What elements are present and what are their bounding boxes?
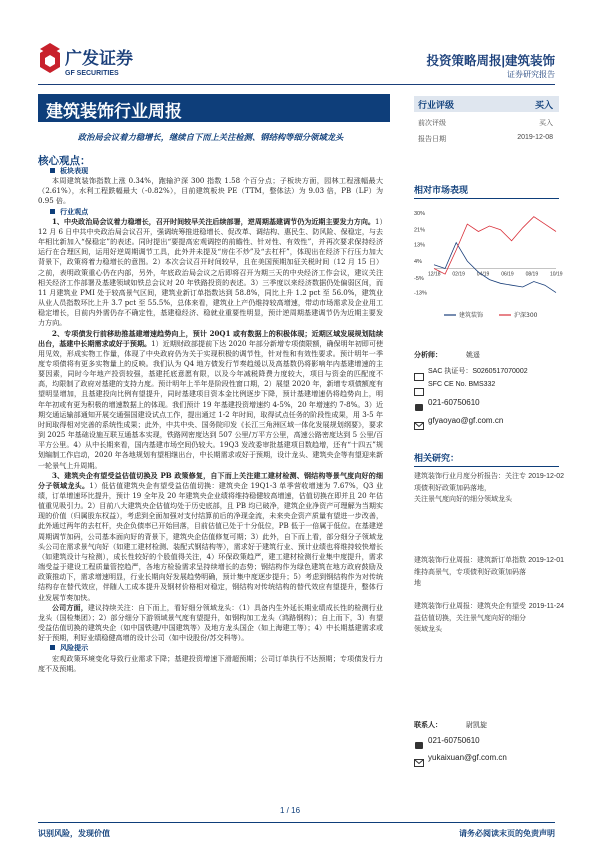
section-heading-text: 行业观点 [60,206,89,216]
series-line-2 [434,217,556,274]
related-item-3[interactable] [414,601,564,636]
paragraph-text: 1）低估值建筑央企有望受益估值切换：建筑央企 19Q1-3 单季营收增速为 7.67%，Q3 业绩，订单增速环比提升，预计 19 全年及 20 年建筑央企业绩将维持稳健较高增速，估值切换在即并且 20 年估值重见吸引力。2）目前八大建筑央企估值均处于历史底部，且 PB 均已破净，建筑企业净资产可理解为当期实现的价值（归属股东权益），考虑到全面加强对支付结算前后的净现金流，未来央企资产质量有望进一步改善，此外通过两年的去杠杆，央企负债率已开始回落，目前估值已处于十分低位，PB 低于一倍属于低位。在基建逆周期调节加码，公司基本面向好的背景下，建筑央企估值修复可期；3）此外，自下而上看，部分细分子领域龙头公司在需求景气向好（如建工建材检测、装配式钢结构等），需求好于建筑行业、预计业绩也将维持较快增长（如建筑设计与检测），成长性较好的个股值得关注，4）环保政策趋严，建工建材检测行业集中度提升，需求端受益于建设工程质量管控趋严，各地方检验需求呈持续增长的态势；钢结构作为绿色建筑在地方政府鼓励及政策推动下，需求增速明显，行业长期向好发展趋势明确，预计集中度逐步提升；5）考虑到钢结构作为对传统结构存在替代效应，伴随人工成本提升及钢材价格相对稳定，钢结构对传统结构的替代效应有望提升，整体行业发展节奏加快。 [38,480,383,602]
rating-value: 买入 [534,101,553,111]
section-heading [38,643,383,653]
footer-divider [38,822,555,823]
body-paragraph [38,654,383,674]
logo-text: 广发证券 [65,49,133,69]
section-heading [38,207,383,217]
body-paragraph [38,176,383,206]
paragraph-lead: 公司方面， [52,602,88,612]
body-paragraph [38,603,383,644]
relative-performance-chart [414,205,564,325]
related-item-title: 建筑装饰行业周报：建筑新订单指数维持高景气，专项债利好政策加码落地 [414,556,526,587]
x-tick-label: 12/18 [428,271,441,278]
y-tick-label: 4% [414,259,422,266]
x-tick-label: 02/19 [452,271,465,278]
paragraph-text: 建议持续关注：自下而上，看好细分领域龙头：（1）具备内生外延长期业绩成长性的检测行业龙头（国检集团）；2）部分细分下游领域景气度有望提升，如钢构加工龙头（鸿路钢构）；自上而下，3）有望受益估值切换的建筑央企（如中国铁建/中国建筑等）及地方龙头国企（如上海建工等）；4）中长期基建需求或好于预期，利好业绩稳健高增的设计公司（如中设股份/苏交科等）。 [38,602,383,643]
contact-name: 尉凯旋 [465,722,487,729]
x-tick-label: 06/19 [501,271,514,278]
related-item-date: 2019-11-24 [528,603,564,610]
paragraph-text: 宏观政策环境变化导致行业需求下降；基建投资增速下滑超预期；公司订单执行不达预期；专项债发行力度不及预期。 [38,653,383,673]
page-number: 1 / 16 [280,806,301,815]
report-date-row [414,134,559,144]
related-item-1[interactable] [414,471,564,494]
y-tick-label: 13% [414,242,426,249]
paragraph-text: 本周建筑装饰指数上涨 0.34%，跑输沪深 300 指数 1.58 个百分点；子板块方面，园林工程涨幅最大（2.61%），水利工程跌幅最大（-0.82%），目前建筑板块 PE（TTM，整体法）为 9.03 倍，PB（LF）为 0.95 倍。 [38,176,383,206]
company-logo [38,41,160,81]
rating-box [414,96,559,112]
related-item-title: 建筑装饰行业月度分析报告：关注专项债利好政策加码落地， [414,472,526,492]
paragraph-lead: 2、专项债发行前移助推基建增速趋势向上，预计 20Q1 或有数据上的积极体现；近期区域发展规划陆续出台，基建中长期需求或好于预期。 [38,328,383,348]
bullet-square-icon [50,645,55,650]
x-tick-label: 04/19 [476,271,490,278]
analyst-name: 姚遥 [465,352,480,359]
paragraph-lead: 3、建筑央企有望受益估值切换及 PB 政策修复，自下而上关注建工建材检测、钢结构等景气度向好的细分子领域龙头。 [38,470,383,490]
email-icon [414,752,424,771]
report-kind: 证券研究报告 [507,70,555,79]
paragraph-text: 1）近期财政部提前下达 2020 年部分新增专项债限额，确保明年初即可使用见效，形成实物工作量，体现了中央政府仍为关于实现积极的调节性，针对性和有效性要求。预计明年一季度专项债将有更多实物量上的反映。我们认为 Q4 地方债发行节奏趋缓以及高基数仍将影响年内基建增速的主要因素，同时今年地产投资较强，基建托底意愿有限，以及今年减税降费力度较大，项目与资金的匹配度不高，均限制了政府对基建的支持力度。预计明年上半年是阶段性窗口期，2）展望 2020 年，新增专项债额度有望明显增加，且基建投向比例有望提升，同时基建项目资本金比例逐步下降，预计基建增速仍将趋势向上，明年年初或有更为积极的增速数据上的体现。我们预计 19 年基建投资增速约 4-5%，20 年增速约 7-8%。3）近期交通运输部通知开展交通强国建设试点工作，提出通过 1-2 年时间，取得试点任务的阶段性成果，用 3-5 年时间取得相对完善的系统性成果；此外，中共中央、国务院印发《长江三角洲区域一体化发展规划纲要》，要求到 2025 年基础设施互联互通基本实现，铁路网密度达到 507 公里/万平方公里，高速公路密度达到 5 公里/百平方公里。4）从中长期来看，国内基建市场空间仍较大。19Q3 发改委审批基建项目数趋增，还有“十四五”规划编制工作启动，2020 年各地规划有望相继出台，中长期需求或好于预期，设计龙头、建筑央企等有望迎来新一轮景气上升周期。 [38,338,383,470]
analyst-sfc: SFC CE No. BMS332 [428,381,496,388]
analyst-title: 分析师： [414,352,442,359]
section-heading-text: 板块表现 [60,166,89,175]
body-paragraph [38,471,383,603]
section-heading [38,166,383,176]
x-tick-label: 10/19 [550,271,563,278]
contact-block [414,720,564,730]
related-item-2[interactable] [414,555,564,590]
related-item-date: 2019-12-01 [528,557,564,564]
legend-label: 建筑装饰 [459,312,484,319]
prev-rating-row [414,118,559,128]
key-points-heading: 核心观点： [38,155,91,167]
series-line-1 [434,243,556,293]
header-divider [38,84,555,85]
phone-icon [414,397,424,416]
y-tick-label: -13% [414,290,427,297]
y-tick-label: 21% [414,227,426,234]
rating-label: 行业评级 [418,101,455,111]
section-heading-text: 风险提示 [60,643,89,653]
contact-email[interactable]: yukaixuan@gf.com.cn [428,753,507,762]
related-research-heading: 相关研究： [414,451,559,467]
prev-rating-value: 买入 [539,120,553,127]
analyst-phone: 021-60750610 [428,398,480,407]
email-icon [414,415,424,434]
document-type: 投资策略周报|建筑装饰 [426,54,555,68]
y-tick-label: 30% [414,211,426,217]
bullet-square-icon [50,168,55,173]
x-tick-label: 08/19 [525,271,539,278]
body-paragraph [38,329,383,471]
logo-subtext: GF SECURITIES [65,70,119,77]
report-title: 建筑装饰行业周报 [38,94,390,122]
analyst-block [414,350,564,360]
body-paragraph [38,217,383,329]
footer-disclaimer[interactable]: 请务必阅读末页的免责声明 [459,829,555,838]
chart-section-heading: 相对市场表现 [414,183,559,199]
related-item-1-cont[interactable]: 关注景气度向好的细分领域龙头 [414,495,512,503]
paragraph-text: 1）12 月 6 日中共中央政治局会议召开，强调统筹推进稳增长、促改革、调结构、惠民生、防风险、保稳定，与去年相比新加入“保稳定”的表述。同时提出“要提高宏观调控的前瞻性、针对性、有效性”，并再次要求保持经济运行在合理区间，运用好逆周期调节工具，此外并未提及“房住不炒”及“去杠杆”，体现出在经济下行压力加大背景下，政策将着力稳增长的意图。2）本次会议召开时间较早，且在美国预期加征关税时间（12 月 15 日）之前，表明政策重心仍在内部，另外，年底政治局会议之后即将召开为期三天的中央经济工作会议，建议关注相关经济工作部署及基建领域如铁总会议对 20 年铁路投资的表述。3）三季度以来经济数据仍处偏弱区间，而 11 月建筑业 PMI 处于较高景气区间，建筑业新订单指数达到 58.8%，同比上升 1.2 pct 至 56.0%，建筑业从业人员指数环比上升 3.7 pct 至 55.5%，总体来看，建筑业上产仍维持较高增速，带动市场需求及企业用工稳定增长，目前内外需仍存不确定性，基建稳经济、稳就业重要性明显，预计逆周期基建调节仍为近期主要发力方向。 [38,216,383,328]
report-subtitle: 政治局会议着力稳增长，继续自下而上关注检测、钢结构等细分领域龙头 [77,132,344,142]
bullet-square-icon [50,209,55,214]
report-date-label: 报告日期 [418,136,446,143]
related-item-title: 建筑装饰行业周报：建筑央企有望受益估值切换，关注景气度向好的细分领域龙头 [414,602,526,633]
prev-rating-label: 前次评级 [418,120,446,127]
analyst-sac: SAC 执证号：S0260517070002 [428,368,528,375]
related-item-date: 2019-12-02 [528,473,564,480]
analyst-email[interactable]: gfyaoyao@gf.com.cn [428,416,504,425]
footer-slogan: 识别风险，发现价值 [38,829,110,838]
y-tick-label: -5% [414,275,424,282]
main-body [38,166,383,674]
legend-label: 沪深300 [514,312,538,319]
paragraph-lead: 1、中央政治局会议着力稳增长，召开时间较早关注后续部署，逆周期基建调节仍为近期主要发力方向。 [52,216,375,226]
contact-phone: 021-60750610 [428,736,480,745]
report-date-value: 2019-12-08 [517,134,553,141]
contact-label: 联系人： [414,722,442,729]
